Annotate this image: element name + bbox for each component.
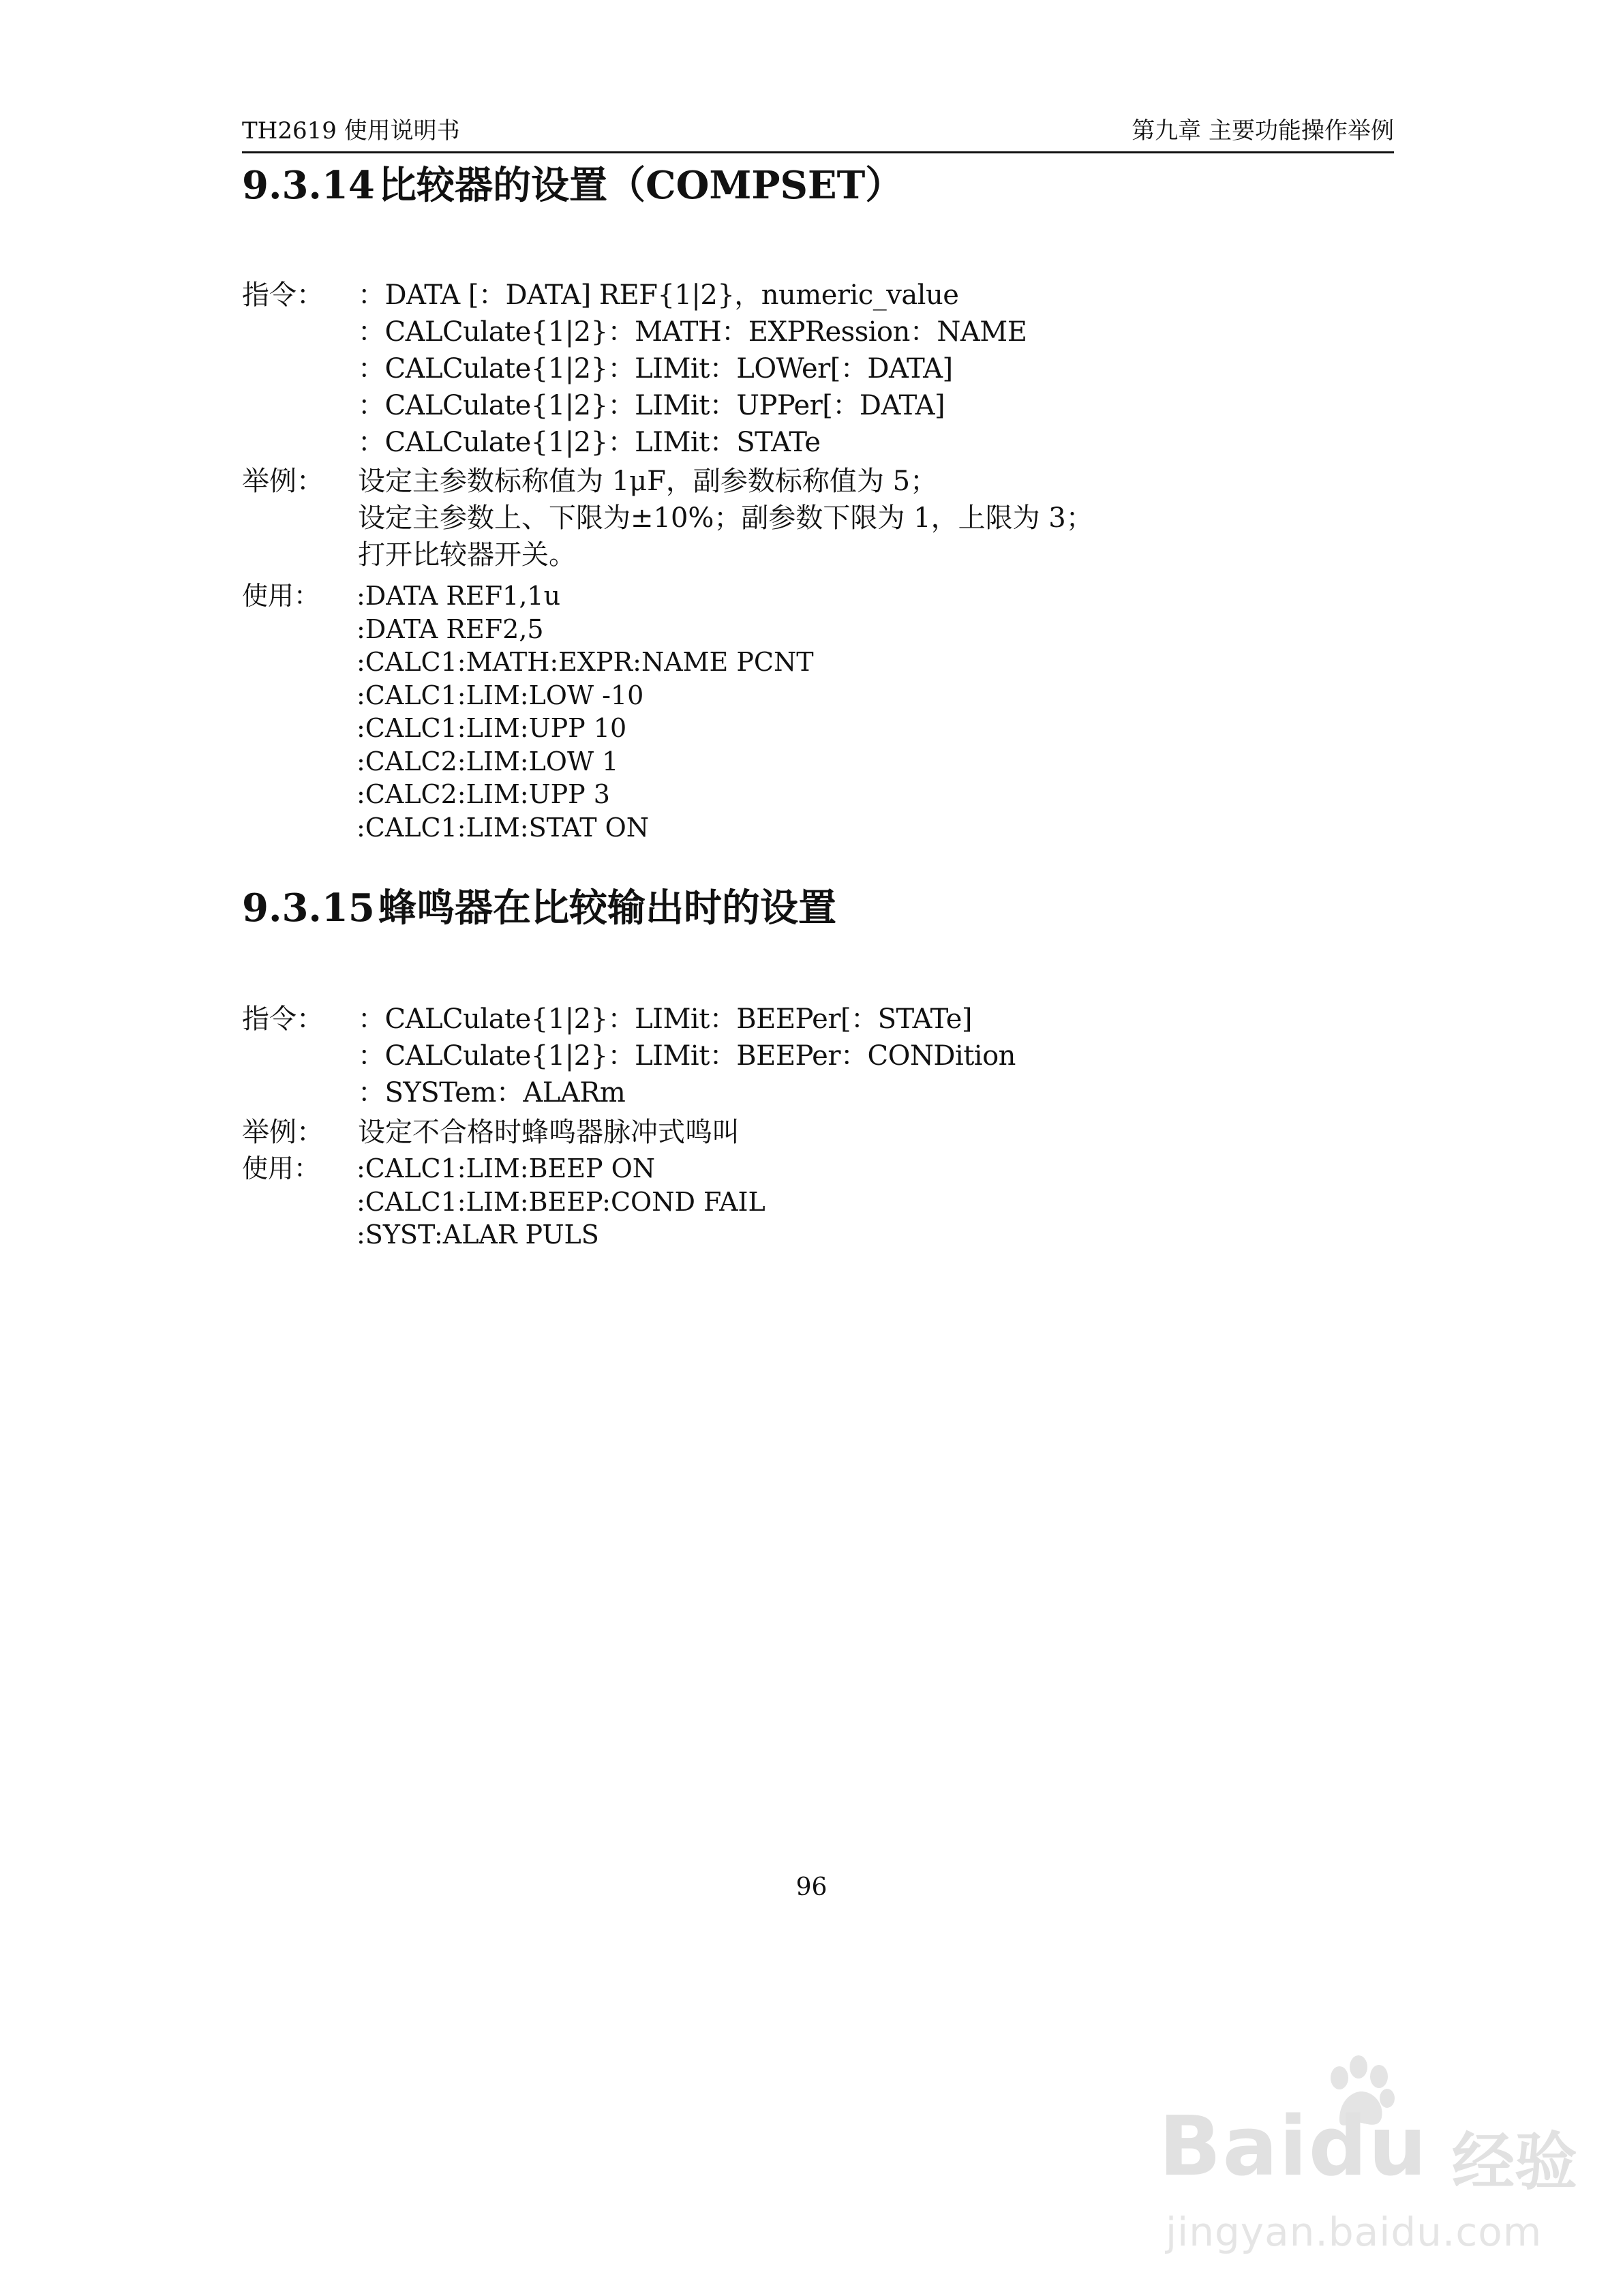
document-page: TH2619 使用说明书 第九章 主要功能操作举例 9.3.14比较器的设置（COMPSET） 指令： ：DATA [：DATA] REF{1|2}，numeric_value ：CALCulate{1|2}：MATH：EXPRession：NAME ：CALCulate{1|2}：LIMit：LOWer[：DATA] ：CALCulate{1|2}：LIMit：UPPer[：DATA] ：CALCulate{1|2}：LIMit：STATe 举例： 设定主参数标称值为 1μF，副参数标称值为 5； 设定主参数上、下限为±10%；副参数下限为 1，上限为 3； 打开比较器开关。 使用： :DATA REF1,1u :DATA REF2,5 :CALC1:MATH:EXPR:NAME PCNT :CALC1:LIM:LOW -10 :CALC1:LIM:UPP 10 :CALC2:LIM:LOW 1 :CALC2:LIM:UPP 3 :CALC1:LIM:STAT ON 9.3.15蜂鸣器在比较输出时的设置 指令： ：CALCulate{1|2}：LIMit：BEEPer[：STATe] ：CALCulate{1|2}：LIMit：BEEPer：CONDition ：SYSTem：ALARm 举例： 设定不合格时蜂鸣器脉冲式鸣叫 使用： :CALC1:LIM:BEEP ON :CALC1:LIM:BEEP:COND FAIL :SYST:ALAR PULS 96 Baidu 经验 jingyan.baidu.com bbox=[0, 0, 1623, 2296]
section-title: 蜂鸣器在比较输出时的设置 bbox=[378, 886, 836, 931]
watermark-brand: Baidu bbox=[1159, 2100, 1428, 2194]
header-manual-title: TH2619 使用说明书 bbox=[242, 117, 460, 145]
command-label: 指令： bbox=[242, 1003, 324, 1035]
page-header bbox=[242, 112, 1394, 153]
example-label: 举例： bbox=[242, 466, 324, 497]
page-number: 96 bbox=[795, 1873, 828, 1901]
usage-label: 使用： bbox=[242, 1153, 320, 1183]
header-divider bbox=[242, 151, 1394, 153]
usage-label: 使用： bbox=[242, 581, 320, 611]
section-number: 9.3.14 bbox=[242, 163, 375, 208]
baidu-jingyan-watermark bbox=[1159, 2052, 1581, 2277]
section-number: 9.3.15 bbox=[242, 886, 375, 931]
section-heading-9-3-15 bbox=[242, 878, 836, 933]
watermark-url: jingyan.baidu.com bbox=[1166, 2209, 1543, 2255]
example-label: 举例： bbox=[242, 1117, 324, 1148]
command-label: 指令： bbox=[242, 280, 324, 311]
header-chapter-title: 第九章 主要功能操作举例 bbox=[1132, 117, 1394, 145]
section-title: 比较器的设置（COMPSET） bbox=[378, 163, 904, 208]
watermark-brand-cn: 经验 bbox=[1452, 2126, 1578, 2199]
section-heading-9-3-14 bbox=[242, 155, 903, 210]
